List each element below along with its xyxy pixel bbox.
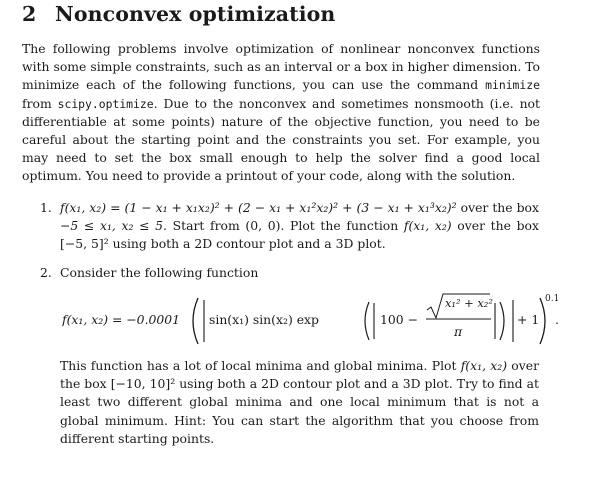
formula-terminator: . bbox=[555, 312, 559, 327]
formula-pi: π bbox=[454, 324, 463, 339]
problem-1-text-a: over the box bbox=[456, 200, 539, 215]
formula-sqrt-arg: x₁² + x₂² bbox=[445, 296, 493, 310]
formula-exponent: 0.1 bbox=[545, 294, 560, 304]
intro-text-3: . Due to the nonconvex and sometimes nonsmooth (i.e. not differentiable at some points) nature of the objective function, you need to be careful about the starting point and the constraints you set. For example, you may need to set the box small enough to help the solver find a good local optimum. You need to provide a printout of your code, along with the solution. bbox=[22, 95, 540, 184]
formula-plus-one: + 1 bbox=[517, 312, 540, 327]
outer-paren-left bbox=[193, 298, 198, 344]
intro-text-1: The following problems involve optimization of nonlinear nonconvex functions with some simple constraints, such as an interval or a box in higher dimension. To minimize each of the following functions, you can use the command bbox=[22, 41, 540, 93]
formula-sin-part: sin(x₁) sin(x₂) exp bbox=[209, 312, 319, 327]
problem-2 bbox=[40, 264, 539, 282]
problem-2-text-c: using both a 2D contour plot and a 3D plot. Try to find at least two different global minima and one local minimum that is not a global minimum. Hint: You can start the algorithm that you choose from different starting points. bbox=[60, 376, 539, 446]
problem-1-text-b: . Start from bbox=[163, 218, 246, 234]
problem-2-fn-ref: f(x₁, x₂) bbox=[460, 358, 508, 373]
section-title: Nonconvex optimization bbox=[55, 2, 336, 26]
problem-1-plot-box: [−5, 5]² bbox=[60, 236, 109, 252]
problem-1-text-d: over the box bbox=[451, 218, 540, 234]
problem-1-text-c: . Plot the function bbox=[280, 218, 404, 234]
problem-1-start: (0, 0) bbox=[245, 218, 281, 234]
problem-2-intro: Consider the following function bbox=[60, 265, 259, 280]
problem-1-fn-ref: f(x₁, x₂) bbox=[403, 218, 452, 234]
problem-2-text-b: over the box bbox=[60, 358, 539, 392]
problem-1 bbox=[40, 199, 539, 254]
problem-2-text bbox=[60, 357, 539, 448]
outer-paren-right bbox=[540, 298, 545, 344]
problem-1-label: 1. bbox=[40, 200, 52, 215]
section-heading bbox=[22, 2, 335, 26]
inner-paren-right bbox=[500, 302, 504, 340]
formula-lhs: f(x₁, x₂) = −0.0001 bbox=[62, 312, 181, 327]
problem-2-text-a: This function has a lot of local minima and global minima. Plot bbox=[60, 358, 461, 373]
section-number: 2 bbox=[22, 2, 37, 26]
problem-1-box: −5 ≤ x₁, x₂ ≤ 5 bbox=[60, 218, 164, 234]
intro-paragraph bbox=[22, 40, 540, 186]
inner-paren-left bbox=[365, 302, 369, 340]
problem-1-function-lhs: f(x₁, x₂) = bbox=[60, 200, 125, 215]
intro-text-2: from bbox=[22, 95, 58, 111]
formula-hundred: 100 − bbox=[380, 312, 418, 327]
problem-1-text-e: using both a 2D contour plot and a 3D plot. bbox=[108, 236, 386, 252]
problem-2-label: 2. bbox=[40, 265, 52, 280]
code-minimize: minimize bbox=[485, 78, 540, 93]
problem-2-plot-box: [−10, 10]² bbox=[110, 376, 176, 392]
code-scipy-optimize: scipy.optimize bbox=[57, 96, 154, 111]
problem-1-function-rhs: (1 − x₁ + x₁x₂)² + (2 − x₁ + x₁²x₂)² + (3 − x₁ + x₁³x₂)² bbox=[124, 200, 457, 215]
problem-2-continued bbox=[40, 357, 539, 448]
cross-in-tray-formula bbox=[62, 288, 562, 348]
problem-1-text bbox=[60, 199, 539, 254]
